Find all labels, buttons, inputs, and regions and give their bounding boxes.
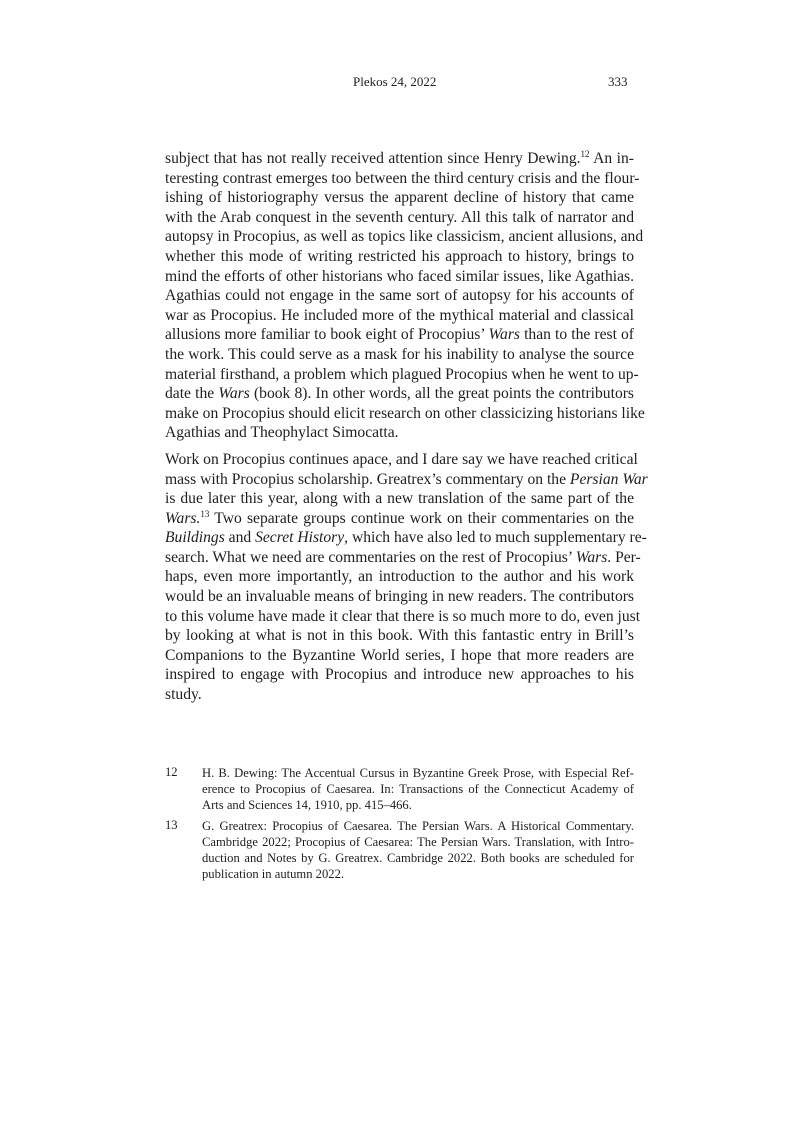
text-line: with the Arab conquest in the seventh century. All this talk of narrator and (165, 208, 634, 226)
footnote-line: Arts and Sciences 14, 1910, pp. 415–466. (202, 798, 412, 812)
page-number: 333 (608, 74, 628, 89)
text-line: Agathias and Theophylact Simocatta. (165, 424, 399, 442)
body-text (165, 149, 648, 705)
footnote-line: duction and Notes by G. Greatrex. Cambridge 2022. Both books are scheduled for (202, 851, 634, 865)
text-line: mind the efforts of other historians who faced similar issues, like Agathias. (165, 267, 634, 285)
text-line: mass with Procopius scholarship. Greatrex’s commentary on the Persian War (165, 470, 648, 488)
text-line: date the Wars (book 8). In other words, all the great points the contributors (165, 385, 634, 403)
paragraph (165, 149, 645, 443)
text-line: study. (165, 686, 202, 704)
italic-title: Wars (218, 385, 250, 403)
text-line: by looking at what is not in this book. With this fantastic entry in Brill’s (165, 627, 634, 645)
text-line: Buildings and Secret History, which have also led to much supplementary re- (165, 529, 647, 547)
footnote (165, 818, 634, 882)
text-line: is due later this year, along with a new translation of the same part of the (165, 490, 634, 508)
text-line: Companions to the Byzantine World series, I hope that more readers are (165, 646, 634, 664)
running-head (0, 74, 799, 92)
footnote-line: publication in autumn 2022. (202, 867, 345, 881)
footnote-line: G. Greatrex: Procopius of Caesarea. The Persian Wars. A Historical Commentary. (202, 819, 634, 833)
text-line: haps, even more importantly, an introduction to the author and his work (165, 568, 634, 586)
italic-title: Buildings (165, 529, 225, 547)
paragraph (165, 450, 648, 705)
text-line: the work. This could serve as a mask for his inability to analyse the source (165, 345, 634, 363)
text-line: autopsy in Procopius, as well as topics like classicism, ancient allusions, and (165, 228, 644, 246)
text-line: Wars.$^{13}$ Two separate groups continue work on their commentaries on the (165, 508, 634, 527)
text-line: war as Procopius. He included more of the mythical material and classical (165, 306, 634, 324)
italic-title: Wars (488, 326, 520, 344)
footnote-ref: 12 (580, 149, 590, 159)
text-line: ishing of historiography versus the apparent decline of history that came (165, 189, 634, 207)
text-line: subject that has not really received attention since Henry Dewing.$^{12}$ An in- (165, 149, 634, 167)
footnote-number: 12 (165, 765, 178, 779)
footnote-line: erence to Procopius of Caesarea. In: Transactions of the Connecticut Academy of (202, 782, 634, 796)
journal-title: Plekos 24, 2022 (353, 74, 437, 89)
text-line: Agathias could not engage in the same sort of autopsy for his accounts of (165, 287, 634, 305)
text-line: whether this mode of writing restricted his approach to history, brings to (165, 247, 634, 265)
text-line: make on Procopius should elicit research on other classicizing historians like (165, 404, 645, 422)
footnote-ref: 13 (200, 508, 210, 519)
italic-title: Wars (575, 548, 608, 566)
text-line: search. What we need are commentaries on the rest of Procopius’ Wars. Per- (165, 548, 641, 566)
text-line: to this volume have made it clear that there is so much more to do, even just (165, 607, 641, 625)
text-line: Work on Procopius continues apace, and I dare say we have reached critical (165, 450, 638, 468)
footnote-number: 13 (165, 818, 178, 832)
footnote-line: H. B. Dewing: The Accentual Cursus in Byzantine Greek Prose, with Especial Ref- (202, 766, 634, 780)
text-line: allusions more familiar to book eight of Procopius’ Wars than to the rest of (165, 326, 634, 344)
text-line: inspired to engage with Procopius and introduce new approaches to his (165, 666, 634, 684)
italic-title: Wars. (165, 509, 201, 527)
italic-title: Persian War (569, 470, 648, 488)
text-line: teresting contrast emerges too between the third century crisis and the flour- (165, 169, 640, 187)
footnotes (165, 765, 634, 887)
footnote-line: Cambridge 2022; Procopius of Caesarea: The Persian Wars. Translation, with Intro- (202, 835, 634, 849)
italic-title: Secret History (255, 529, 345, 547)
text-line: would be an invaluable means of bringing in new readers. The contributors (165, 588, 634, 606)
text-line: material firsthand, a problem which plagued Procopius when he went to up- (165, 365, 639, 383)
footnote (165, 765, 634, 813)
